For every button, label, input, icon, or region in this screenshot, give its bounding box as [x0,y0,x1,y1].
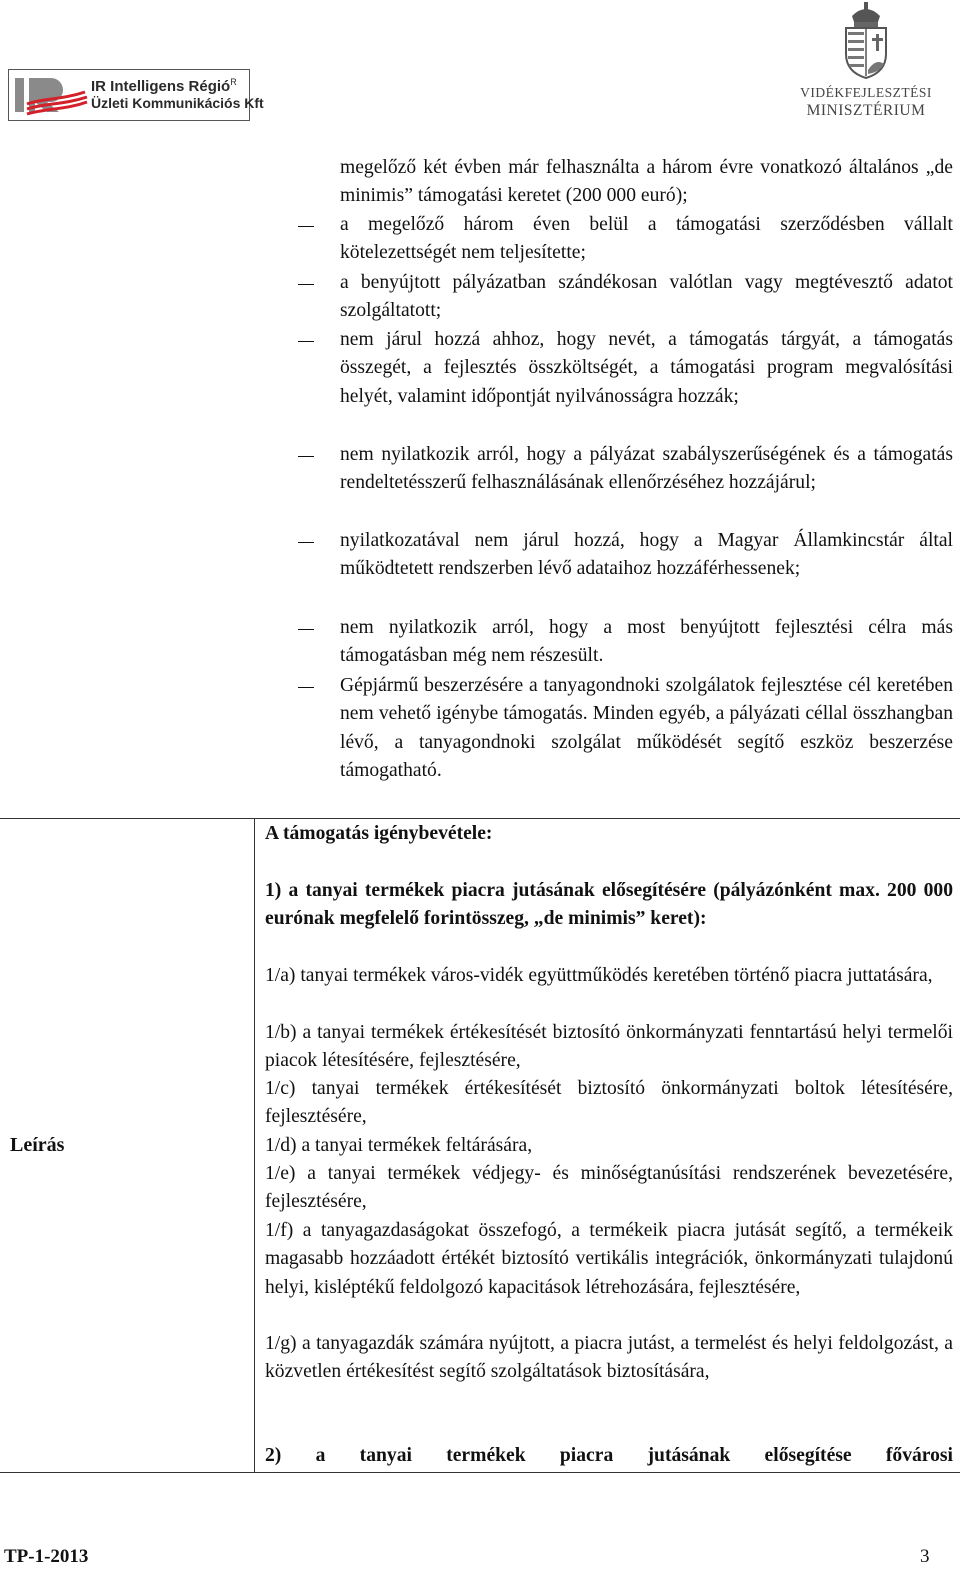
bullet-item: nem nyilatkozik arról, hogy a pályázat szabályszerűségének és a támogatás rendeltetésszerű felhasználásának ellenőrzéséhez hozzájárul; [340,444,953,494]
sub-item-1b: 1/b) a tanyai termékek értékesítését biztosító önkormányzati fenntartású helyi termelői piacok létesítésére, fejlesztésére, [265,1022,953,1072]
row-label: Leírás [10,1134,65,1156]
bullet-item: Gépjármű beszerzésére a tanyagondnoki szolgálatok fejlesztése cél keretében nem vehető igénybe támogatás. Minden egyéb, a pályázati céllal összhangban lévő, a tanyagondnoki szolgálat működését segítő eszköz beszerzése támogatható. [340,675,953,782]
point-2-heading: 2) a tanyai termékek piacra jutásának elősegítése fővárosi [265,1445,953,1466]
section-heading: A támogatás igénybevétele: [265,823,493,844]
dash-bullet [298,687,314,688]
sub-item-1a: 1/a) tanyai termékek város-vidék együttműködés keretében történő piacra juttatására, [265,965,933,986]
bullet-continuation: megelőző két évben már felhasználta a három évre vonatkozó általános „de minimis” támogatási keretet (200 000 euró); [340,157,953,207]
sub-item-1g: 1/g) a tanyagazdák számára nyújtott, a piacra jutást, a termelést és helyi feldolgozást, a közvetlen értékesítést segítő szolgáltatások biztosítására, [265,1333,953,1383]
point-1-heading: 1) a tanyai termékek piacra jutásának elősegítésére (pályázónként max. 200 000 eurónak megfelelő forintösszeg, „de minimis” keret): [265,880,953,930]
ministry-logo-text [788,84,944,120]
bullet-item: a benyújtott pályázatban szándékosan valótlan vagy megtévesztő adatot szolgáltatott; [340,272,953,322]
bullet-item: nem járul hozzá ahhoz, hogy nevét, a támogatás tárgyát, a támogatás összegét, a fejlesztés összköltségét, a támogatási program megvalósítási helyét, valamint időpontját nyilvánosságra hozzák; [340,329,953,407]
ministry-line2: MINISZTÉRIUM [806,102,926,119]
dash-bullet [298,226,314,227]
registered-mark: R [230,77,237,87]
bullet-item: nyilatkozatával nem járul hozzá, hogy a Magyar Államkincstár által működtetett rendszerben lévő adataihoz hozzáférhessenek; [340,530,953,580]
dash-bullet [298,284,314,285]
coat-of-arms-icon [836,2,896,80]
table-rule-bottom [0,1472,960,1473]
dash-bullet [298,341,314,342]
document-code: TP-1-2013 [4,1546,89,1567]
sub-item-1c: 1/c) tanyai termékek értékesítését biztosító önkormányzati boltok létesítésére, fejlesztésére, [265,1078,953,1128]
bullet-item: a megelőző három éven belül a támogatási szerződésben vállalt kötelezettségét nem teljesítette; [340,214,953,264]
company-name-line2: Üzleti Kommunikációs Kft [91,95,264,111]
dash-bullet [298,456,314,457]
table-column-divider [254,818,255,1472]
dash-bullet [298,629,314,630]
company-name-line1: IR Intelligens Régió$^R$ [91,77,237,95]
sub-item-1d: 1/d) a tanyai termékek feltárására, [265,1135,533,1156]
table-rule-top [0,818,960,819]
bullet-item: nem nyilatkozik arról, hogy a most benyújtott fejlesztési célra más támogatásban még nem részesült. [340,617,953,667]
ir-logo-icon [13,74,89,116]
ministry-line1: VIDÉKFEJLESZTÉSI [800,85,932,100]
sub-item-1e: 1/e) a tanyai termékek védjegy- és minőségtanúsítási rendszerének bevezetésére, fejlesztésére, [265,1163,953,1213]
company-logo [8,69,264,121]
page-number: 3 [920,1546,930,1567]
sub-item-1f: 1/f) a tanyagazdaságokat összefogó, a termékeik piacra jutását segítő, a termékeik magasabb hozzáadott értékét biztosító vertikális integrációk, önkormányzati tulajdonú helyi, kisléptékű feldolgozó kapacitások létrehozására, fejlesztésére, [265,1220,953,1298]
dash-bullet [298,542,314,543]
